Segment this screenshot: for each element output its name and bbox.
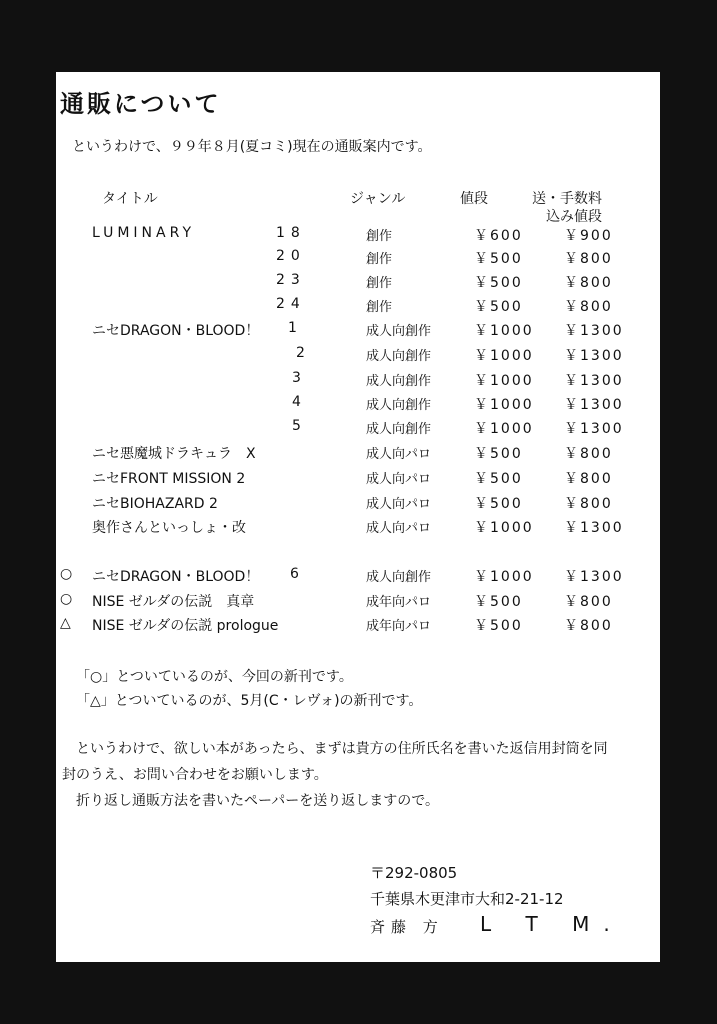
row-number: 23 [276, 272, 306, 288]
table-row [56, 320, 660, 344]
row-price: ￥500 [474, 618, 523, 634]
row-total: ￥800 [564, 471, 613, 487]
table-row [56, 272, 660, 296]
table-row [56, 370, 660, 394]
row-price: ￥1000 [474, 569, 534, 585]
row-total: ￥800 [564, 618, 613, 634]
address-c-o: 斉藤 方 [370, 918, 444, 936]
row-genre: 成人向創作 [366, 324, 432, 339]
row-total: ￥800 [564, 496, 613, 512]
row-price: ￥500 [474, 251, 523, 267]
row-number: 5 [292, 418, 307, 434]
row-total: ￥800 [564, 446, 613, 462]
row-title: 奥作さんといっしょ・改 [92, 520, 246, 536]
postal-code: 〒292-0805 [370, 864, 458, 882]
table-row [56, 615, 660, 639]
row-price: ￥500 [474, 446, 523, 462]
row-price: ￥1000 [474, 520, 534, 536]
row-total: ￥1300 [564, 348, 624, 364]
table-row [56, 296, 660, 320]
row-number: 18 [276, 225, 306, 241]
row-total: ￥1300 [564, 397, 624, 413]
row-title: NISE ゼルダの伝説 真章 [92, 594, 255, 610]
row-price: ￥1000 [474, 397, 534, 413]
row-genre: 創作 [366, 300, 393, 315]
body-line-2: 封のうえ、お問い合わせをお願いします。 [62, 767, 328, 783]
row-total: ￥1300 [564, 323, 624, 339]
table-row [56, 517, 660, 541]
row-genre: 創作 [366, 276, 393, 291]
header-price: 値段 [460, 191, 488, 207]
row-total: ￥800 [564, 594, 613, 610]
row-total: ￥1300 [564, 520, 624, 536]
row-genre: 成人向パロ [366, 472, 432, 487]
row-price: ￥1000 [474, 348, 534, 364]
header-total-1: 送・手数料 [532, 191, 602, 207]
note-previous: 「△」とついているのが、5月(C・レヴォ)の新刊です。 [76, 693, 423, 709]
row-price: ￥1000 [474, 373, 534, 389]
intro-text: というわけで、９９年８月(夏コミ)現在の通販案内です。 [72, 139, 432, 155]
table-row [56, 394, 660, 418]
row-title: ニセDRAGON・BLOOD！ [92, 569, 260, 585]
header-total-2: 込み値段 [546, 209, 602, 225]
row-price: ￥1000 [474, 421, 534, 437]
table-row [56, 443, 660, 467]
row-number: 20 [276, 248, 306, 264]
row-genre: 成人向創作 [366, 422, 432, 437]
header-genre: ジャンル [350, 191, 406, 207]
row-total: ￥800 [564, 275, 613, 291]
body-line-3: 折り返し通販方法を書いたペーパーを送り返しますので。 [76, 793, 440, 809]
row-price: ￥600 [474, 228, 523, 244]
row-total: ￥1300 [564, 569, 624, 585]
table-row [56, 225, 660, 249]
table-row [56, 418, 660, 442]
row-genre: 成年向パロ [366, 595, 432, 610]
row-total: ￥800 [564, 299, 613, 315]
table-row [56, 468, 660, 492]
row-price: ￥500 [474, 471, 523, 487]
row-genre: 成人向創作 [366, 374, 432, 389]
row-genre: 成人向創作 [366, 349, 432, 364]
note-new: 「○」とついているのが、今回の新刊です。 [76, 669, 353, 685]
page-title: 通販について [60, 90, 222, 118]
row-title: ニセFRONT MISSION 2 [92, 471, 246, 487]
row-genre: 創作 [366, 229, 393, 244]
row-total: ￥1300 [564, 373, 624, 389]
row-mark: ○ [60, 591, 73, 607]
row-genre: 成人向パロ [366, 521, 432, 536]
row-mark: △ [60, 615, 71, 631]
table-row [56, 566, 660, 590]
row-total: ￥900 [564, 228, 613, 244]
row-number: 6 [290, 566, 305, 582]
row-genre: 創作 [366, 252, 393, 267]
row-genre: 成人向創作 [366, 570, 432, 585]
row-title: ニセBIOHAZARD 2 [92, 496, 218, 512]
row-genre: 成人向創作 [366, 398, 432, 413]
row-number: 3 [292, 370, 307, 386]
row-number: 24 [276, 296, 306, 312]
row-title: NISE ゼルダの伝説 prologue [92, 618, 279, 634]
row-genre: 成人向パロ [366, 497, 432, 512]
row-genre: 成人向パロ [366, 447, 432, 462]
header-title: タイトル [102, 191, 158, 207]
row-number: 2 [296, 345, 311, 361]
row-total: ￥1300 [564, 421, 624, 437]
order-info-page [56, 72, 660, 962]
row-title: LUMINARY [92, 225, 195, 241]
row-number: 1 [288, 320, 303, 336]
table-row [56, 248, 660, 272]
street-address: 千葉県木更津市大和2-21-12 [370, 890, 564, 908]
table-row [56, 591, 660, 615]
row-title: ニセDRAGON・BLOOD！ [92, 323, 260, 339]
row-genre: 成年向パロ [366, 619, 432, 634]
row-price: ￥500 [474, 275, 523, 291]
circle-name: L T M. [480, 912, 624, 936]
row-mark: ○ [60, 566, 73, 582]
row-price: ￥500 [474, 299, 523, 315]
row-number: 4 [292, 394, 307, 410]
row-price: ￥500 [474, 594, 523, 610]
table-row [56, 493, 660, 517]
row-total: ￥800 [564, 251, 613, 267]
row-price: ￥1000 [474, 323, 534, 339]
body-line-1: というわけで、欲しい本があったら、まずは貴方の住所氏名を書いた返信用封筒を同 [76, 741, 608, 757]
row-price: ￥500 [474, 496, 523, 512]
table-row [56, 345, 660, 369]
row-title: ニセ悪魔城ドラキュラ X [92, 446, 256, 462]
